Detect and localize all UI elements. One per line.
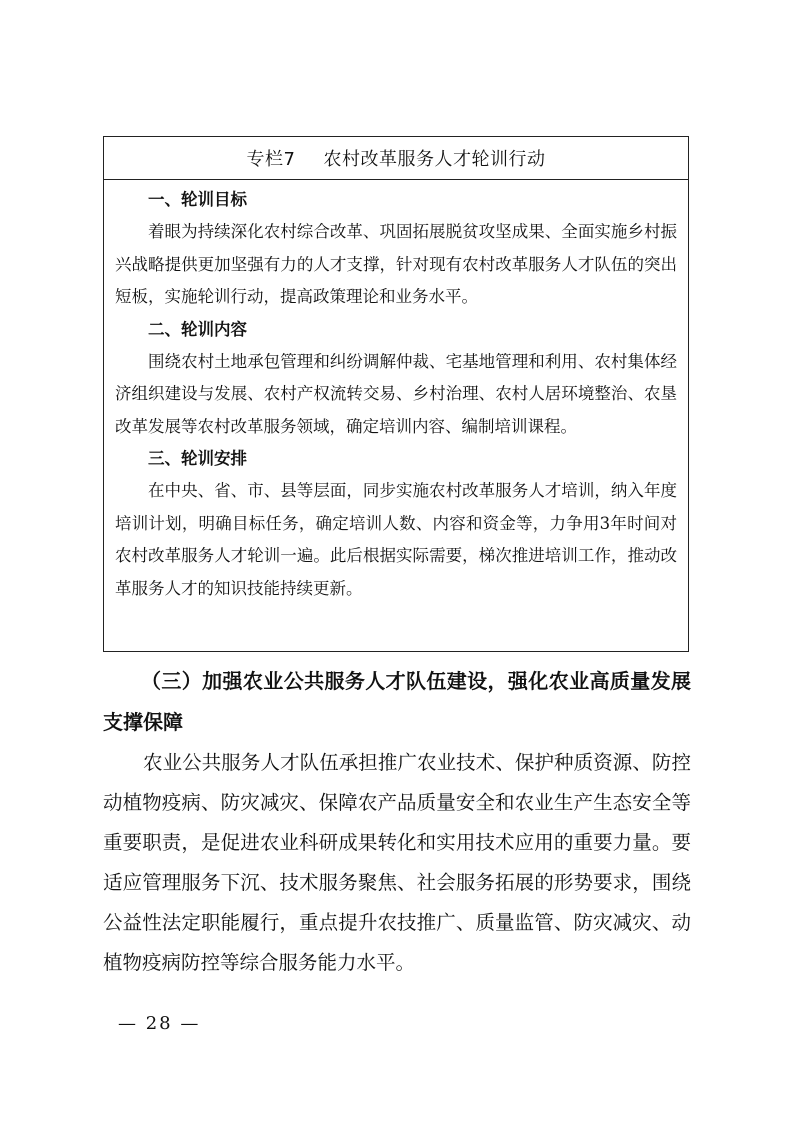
feature-box-label: 专栏7 xyxy=(246,149,296,170)
section-heading: （三）加强农业公共服务人才队伍建设，强化农业高质量发展支撑保障 xyxy=(103,669,691,734)
feature-box xyxy=(103,136,689,652)
section-title-goal: 一、轮训目标 xyxy=(148,190,247,209)
section-text-goal: 着眼为持续深化农村综合改革、巩固拓展脱贫攻坚成果、全面实施乡村振兴战略提供更加坚强有力的人才支撑，针对现有农村改革服务人才队伍的突出短板，实施轮训行动，提高政策理论和业务水平。 xyxy=(115,222,677,306)
section-text-arrangement: 在中央、省、市、县等层面，同步实施农村改革服务人才培训，纳入年度培训计划，明确目标任务，确定培训人数、内容和资金等，力争用3年时间对农村改革服务人才轮训一遍。此后根据实际需要，梯次推进培训工作，推动改革服务人才的知识技能持续更新。 xyxy=(115,481,677,598)
feature-box-title: 农村改革服务人才轮训行动 xyxy=(323,149,546,170)
section-title-arrangement: 三、轮训安排 xyxy=(148,449,247,468)
feature-box-header xyxy=(104,137,688,180)
feature-box-body xyxy=(104,180,688,605)
body-paragraph: 农业公共服务人才队伍承担推广农业技术、保护种质资源、防控动植物疫病、防灾减灾、保障农产品质量安全和农业生产生态安全等重要职责，是促进农业科研成果转化和实用技术应用的重要力量。要适应管理服务下沉、技术服务聚焦、社会服务拓展的形势要求，围绕公益性法定职能履行，重点提升农技推广、质量监管、防灾减灾、动植物疫病防控等综合服务能力水平。 xyxy=(103,751,691,974)
page-number: — 28 — xyxy=(118,1013,201,1034)
section-text-content: 围绕农村土地承包管理和纠纷调解仲裁、宅基地管理和利用、农村集体经济组织建设与发展、农村产权流转交易、乡村治理、农村人居环境整治、农垦改革发展等农村改革服务领域，确定培训内容、编制培训课程。 xyxy=(115,351,677,436)
section-title-content: 二、轮训内容 xyxy=(148,319,247,339)
